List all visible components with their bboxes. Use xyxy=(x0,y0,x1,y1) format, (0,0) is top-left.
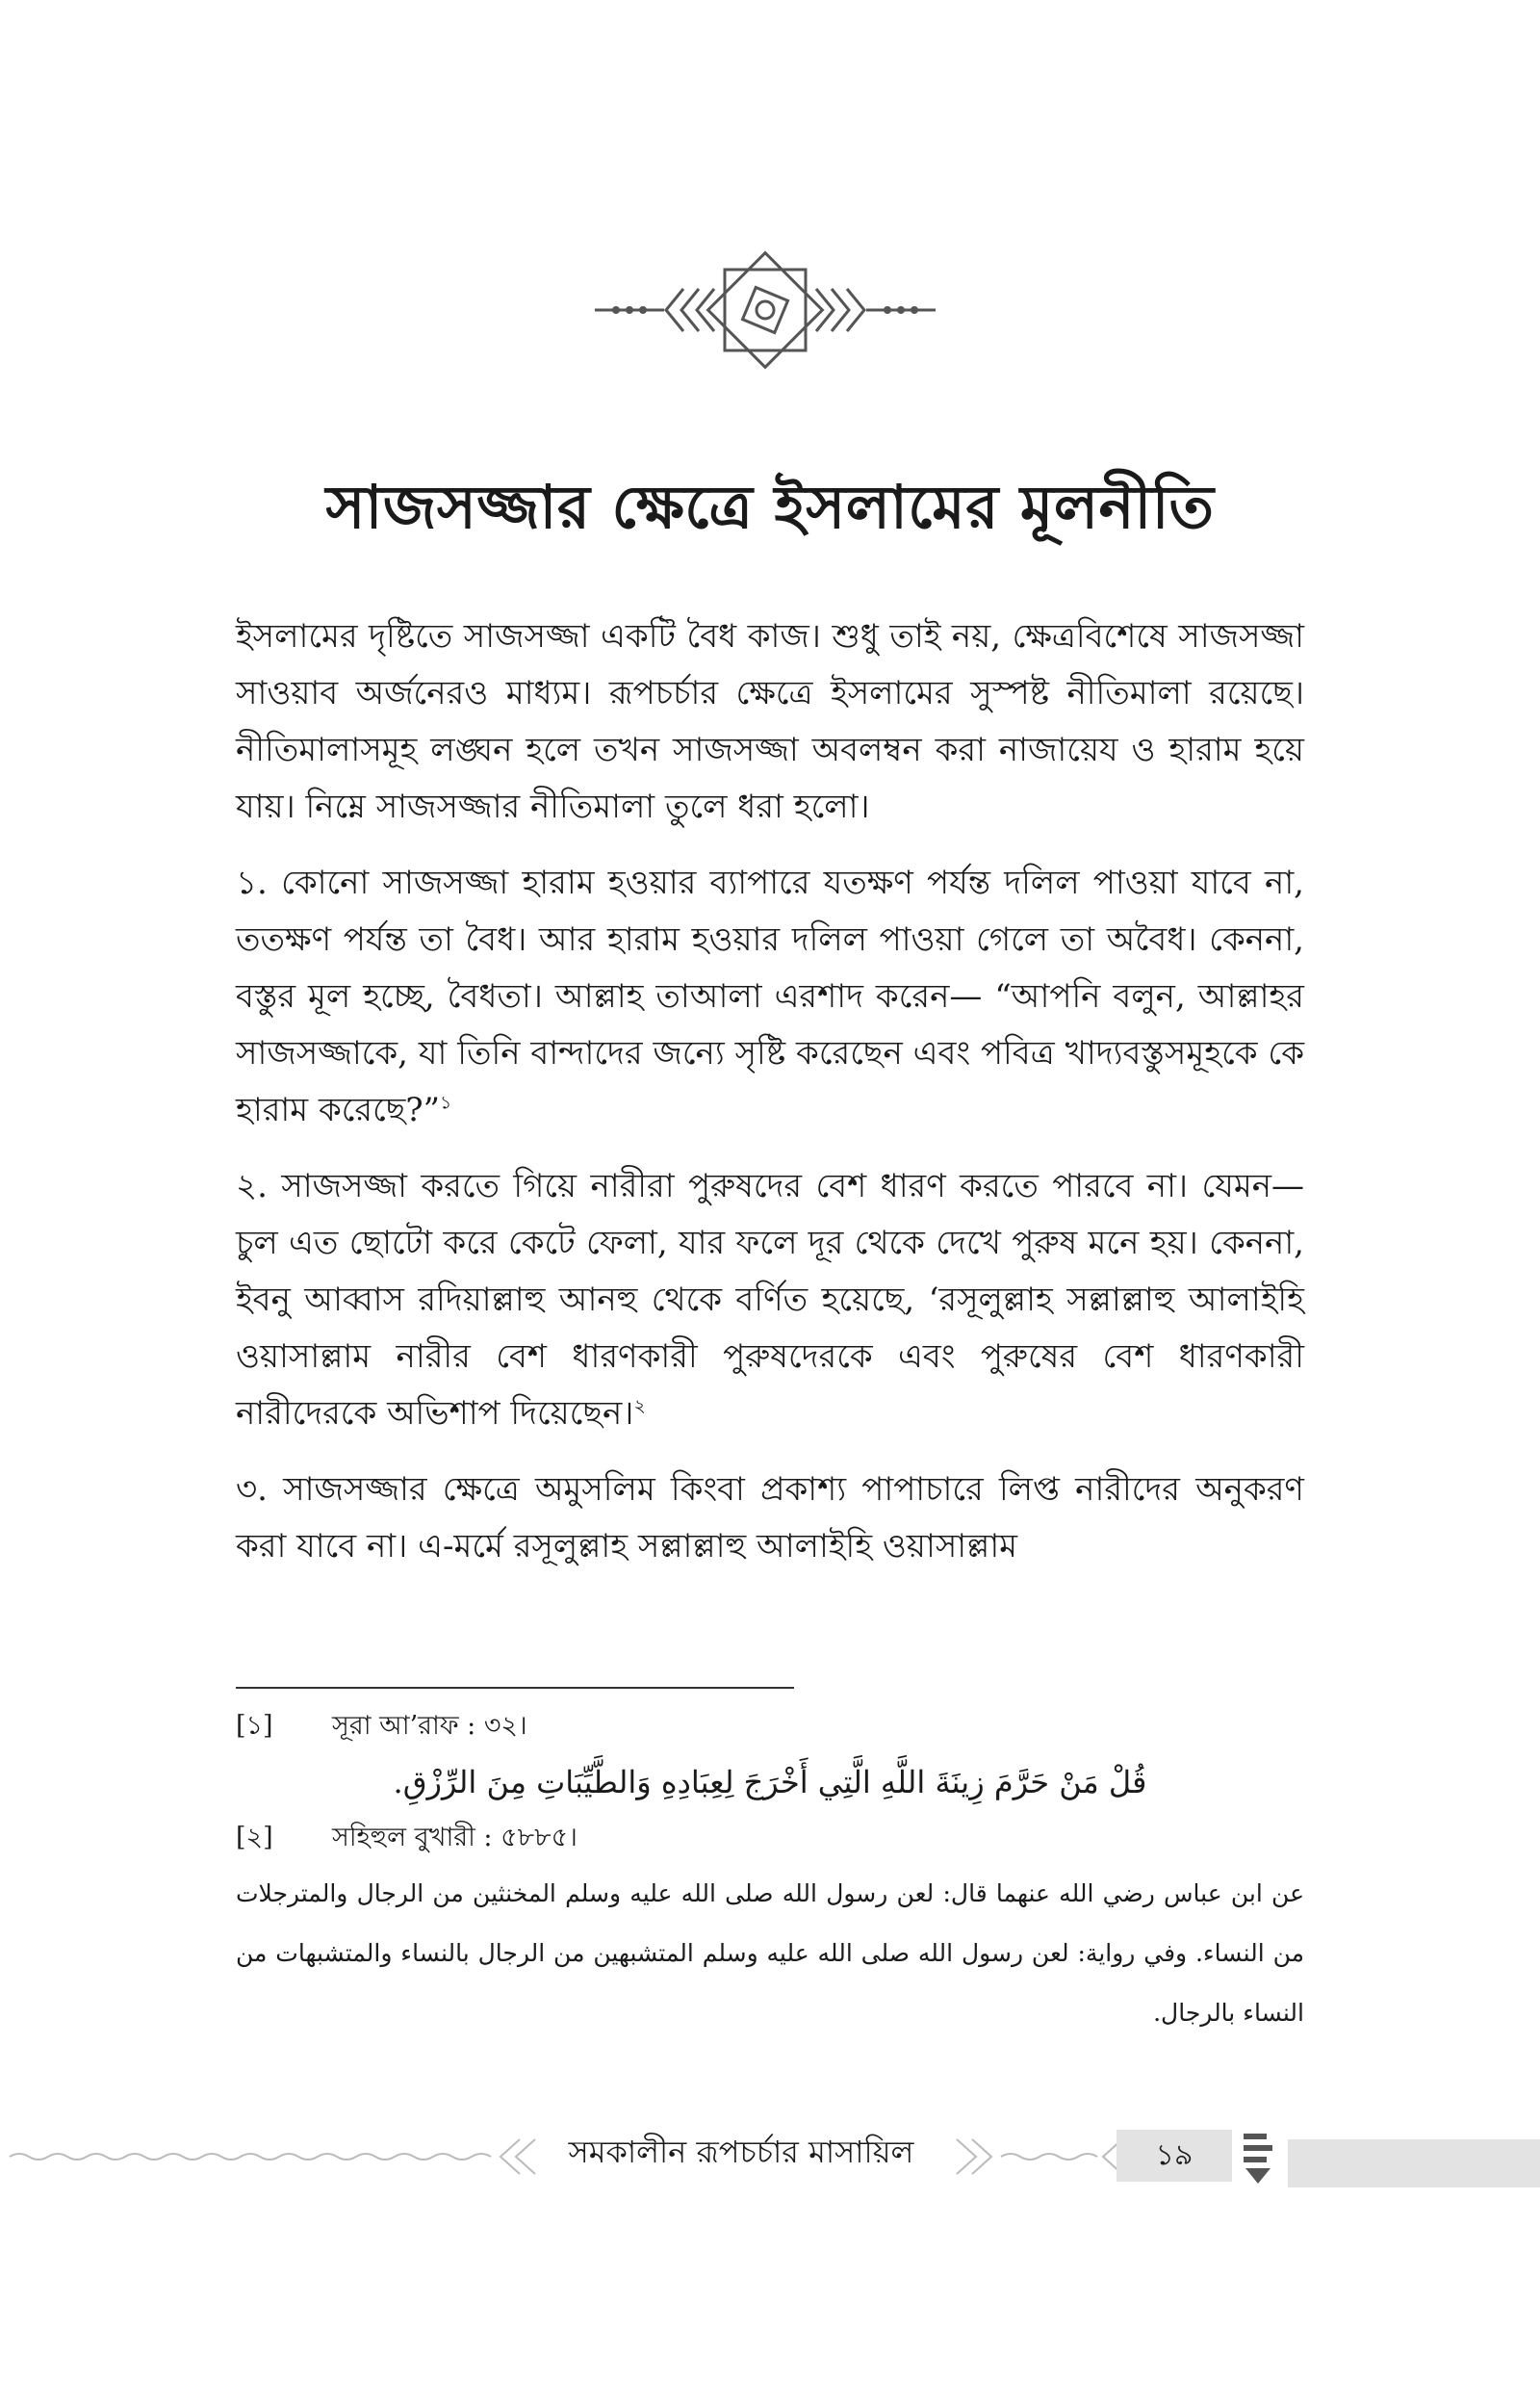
point-1-text: ১. কোনো সাজসজ্জা হারাম হওয়ার ব্যাপারে যতক্ষণ পর্যন্ত দলিল পাওয়া যাবে না, ততক্ষণ পর্যন্ত তা বৈধ। আর হারাম হওয়ার দলিল পাওয়া গেলে তা অবৈধ। কেননা, বস্তুর মূল হচ্ছে, বৈধতা। আল্লাহ তাআলা এরশাদ করেন— “আপনি বলুন, আল্লাহর সাজসজ্জাকে, যা তিনি বান্দাদের জন্যে সৃষ্টি করেছেন এবং পবিত্র খাদ্যবস্তুসমূহকে কে হারাম করেছে?” xyxy=(236,864,1304,1129)
page-title: সাজসজ্জার ক্ষেত্রে ইসলামের মূলনীতি xyxy=(325,472,1215,542)
body-text xyxy=(236,608,1304,1594)
footnote-2-text: সহিহুল বুখারী : ৫৮৮৫। xyxy=(332,1823,578,1852)
point-3-paragraph: ৩. সাজসজ্জার ক্ষেত্রে অমুসলিম কিংবা প্রকাশ্য পাপাচারে লিপ্ত নারীদের অনুকরণ করা যাবে না। এ-মর্মে রসূলুল্লাহ সল্লাল্লাহু আলাইহি ওয়াসাল্লাম xyxy=(236,1470,1304,1566)
page-footer xyxy=(0,2118,1540,2195)
footer-band xyxy=(1288,2139,1540,2187)
footnote-1-number: [১] xyxy=(236,1711,273,1741)
book-title: সমকালীন রূপচর্চার মাসায়িল xyxy=(568,2134,914,2170)
footnote-1-text: সূরা আ’রাফ : ৩২। xyxy=(332,1711,527,1741)
footnote-ref-1: ১ xyxy=(440,1092,452,1114)
page-marker-icon xyxy=(1242,2130,1280,2187)
eight-point-star-ornament-icon xyxy=(587,248,943,372)
footnote-2-arabic: عن ابن عباس رضي الله عنهما قال: لعن رسول الله صلى الله عليه وسلم المخنثين من الرجال والمترجلات من النساء. وفي رواية: لعن رسول الله صلى الله عليه وسلم المتشبهين من الرجال بالنساء والمتشبهات من النساء بالرجال. xyxy=(236,1879,1304,2027)
footnote-1 xyxy=(236,1704,1304,1748)
point-2-paragraph xyxy=(236,1158,1304,1442)
intro-paragraph: ইসলামের দৃষ্টিতে সাজসজ্জা একটি বৈধ কাজ। শুধু তাই নয়, ক্ষেত্রবিশেষে সাজসজ্জা সাওয়াব অর্জনেরও মাধ্যম। রূপচর্চার ক্ষেত্রে ইসলামের সুস্পষ্ট নীতিমালা রয়েছে। নীতিমালাসমূহ লঙ্ঘন হলে তখন সাজসজ্জা অবলম্বন করা নাজায়েয ও হারাম হয়ে যায়। নিম্নে সাজসজ্জার নীতিমালা তুলে ধরা হলো। xyxy=(236,617,1304,826)
footnotes xyxy=(236,1704,1304,2043)
footnote-divider xyxy=(236,1687,794,1689)
footnote-2-number: [২] xyxy=(236,1823,273,1852)
footnote-1-arabic: قُلْ مَنْ حَرَّمَ زِينَةَ اللَّهِ الَّتِي أَخْرَجَ لِعِبَادِهِ وَالطَّيِّبَاتِ مِنَ الرِّزْقِ. xyxy=(393,1764,1147,1800)
page-number: ১৯ xyxy=(1116,2130,1232,2182)
footnote-ref-2: ২ xyxy=(633,1395,646,1417)
point-1-paragraph xyxy=(236,855,1304,1139)
point-2-text: ২. সাজসজ্জা করতে গিয়ে নারীরা পুরুষদের বেশ ধারণ করতে পারবে না। যেমন—চুল এত ছোটো করে কেটে ফেলা, যার ফলে দূর থেকে দেখে পুরুষ মনে হয়। কেননা, ইবনু আব্বাস রদিয়াল্লাহু আনহু থেকে বর্ণিত হয়েছে, ‘রসূলুল্লাহ সল্লাল্লাহু আলাইহি ওয়াসাল্লাম নারীর বেশ ধারণকারী পুরুষদেরকে এবং পুরুষের বেশ ধারণকারী নারীদেরকে অভিশাপ দিয়েছেন। xyxy=(236,1167,1304,1433)
footnote-2 xyxy=(236,1816,1304,1860)
